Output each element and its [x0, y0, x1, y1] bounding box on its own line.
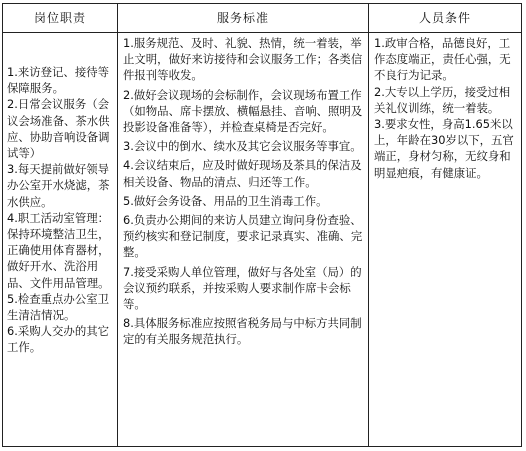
standard-item: 6.负责办公期间的来访人员建立询问身份查验、预约核实和登记制度，要求记录真实、准确、完整。	[123, 213, 363, 260]
standard-item: 1.服务规范、及时、礼貌、热情，统一着装，举止文明，做好来访接待和会议服务工作；各类信件报刊等收发。	[123, 36, 363, 83]
column-divider	[117, 4, 118, 446]
standard-item: 5.做好会务设备、用品的卫生消毒工作。	[123, 193, 328, 208]
header-standards: 服务标准	[216, 11, 269, 25]
header-requirements: 人员条件	[418, 11, 471, 25]
duty-item: 3.每天提前做好领导办公室开水烧滤，茶水供应。	[7, 162, 110, 209]
standard-item: 8.具体服务标准应按照省税务局与中标方共同制定的有关服务规范执行。	[123, 316, 362, 347]
standard-item: 4.会议结束后，应及时做好现场及茶具的保洁及相关设备、物品的清点、归还等工作。	[123, 158, 362, 189]
requirement-item: 3.要求女性，身高1.65米以上，年龄在30岁以下，五官端正，身材匀称，无纹身和明显疤痕，有健康证。	[374, 117, 514, 180]
standard-item: 3.会议中的倒水、续水及其它会议服务等事宜。	[123, 139, 362, 154]
duties-cell	[7, 64, 113, 356]
requirement-item: 1.政审合格，品德良好，工作态度端正，责任心强，无不良行为记录。	[374, 36, 511, 83]
duties-table	[2, 3, 522, 447]
duty-item: 1.来访登记、接待等保障服务。	[7, 65, 109, 96]
standards-cell	[123, 35, 363, 351]
standard-item: 2.做好会议现场的会标制作，会议现场布置工作（如物品、席卡摆放、横幅悬挂、音响、照明及投影设备准备等），并检查桌椅是否完好。	[123, 87, 363, 135]
duty-item: 5.检查重点办公室卫生清洁情况。	[7, 291, 109, 323]
column-divider	[368, 4, 369, 446]
standard-item: 7.接受采购人单位管理，做好与各处室（局）的会议预约联系，并按采购人要求制作席卡会标等。	[123, 264, 362, 312]
duty-item: 4.职工活动室管理：保持环境整洁卫生，正确使用体育器材，做好开水、洗浴用品、文件用品管理。	[7, 210, 110, 290]
duty-item: 6.采购人交办的其它工作。	[7, 324, 109, 355]
requirement-item: 2.大专以上学历，接受过相关礼仪训练，统一着装。	[374, 84, 511, 115]
duty-item: 2.日常会议服务（会议会场准备、茶水供应、协助音响设备调试等）	[7, 97, 110, 161]
requirements-cell	[374, 35, 517, 181]
header-divider	[3, 32, 521, 33]
header-duties: 岗位职责	[33, 11, 86, 25]
